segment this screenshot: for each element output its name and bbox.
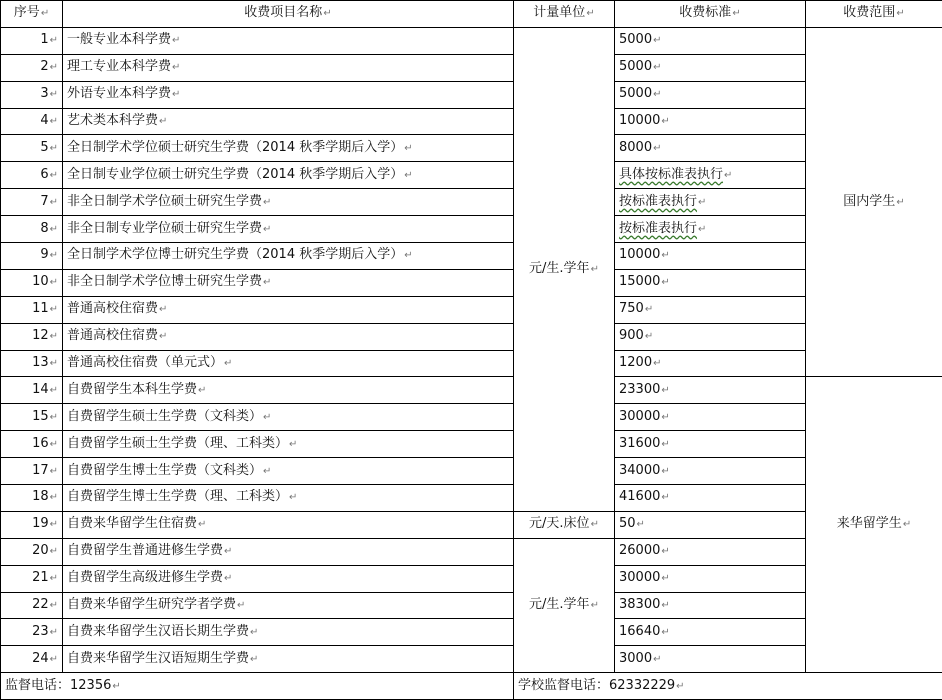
supervision-phone: 监督电话：12356↵ [1,673,514,700]
unit-cell: 元/生.学年↵ [514,538,615,672]
footer-row [1,673,942,700]
table-row [1,27,942,54]
table-row [1,243,942,270]
fee-standard: 5000↵ [615,54,806,81]
row-number: 10↵ [1,269,63,296]
row-number: 13↵ [1,350,63,377]
row-number: 22↵ [1,592,63,619]
table-row [1,216,942,243]
fee-standard: 15000↵ [615,269,806,296]
fee-item-name: 自费来华留学生研究学者学费↵ [63,592,514,619]
fee-item-name: 全日制学术学位硕士研究生学费（2014 秋季学期后入学）↵ [63,135,514,162]
row-number: 14↵ [1,377,63,404]
fee-item-name: 非全日制专业学位硕士研究生学费↵ [63,216,514,243]
fee-standard: 41600↵ [615,485,806,512]
table-row [1,619,942,646]
row-number: 3↵ [1,81,63,108]
fee-standard: 3000↵ [615,646,806,673]
fee-item-name: 全日制学术学位博士研究生学费（2014 秋季学期后入学）↵ [63,243,514,270]
fee-item-name: 普通高校住宿费↵ [63,323,514,350]
table-row [1,485,942,512]
header-scope: 收费范围↵ [806,1,942,28]
row-number: 24↵ [1,646,63,673]
fee-standard: 34000↵ [615,458,806,485]
fee-item-name: 理工专业本科学费↵ [63,54,514,81]
row-number: 5↵ [1,135,63,162]
unit-cell: 元/生.学年↵ [514,27,615,511]
fee-standard: 5000↵ [615,81,806,108]
fee-item-name: 非全日制学术学位博士研究生学费↵ [63,269,514,296]
table-row [1,458,942,485]
fee-item-name: 一般专业本科学费↵ [63,27,514,54]
fee-standard: 按标准表执行↵ [615,189,806,216]
fee-item-name: 自费留学生博士生学费（理、工科类）↵ [63,485,514,512]
header-name: 收费项目名称↵ [63,1,514,28]
table-row [1,162,942,189]
table-row [1,108,942,135]
row-number: 9↵ [1,243,63,270]
fee-item-name: 全日制专业学位硕士研究生学费（2014 秋季学期后入学）↵ [63,162,514,189]
row-number: 18↵ [1,485,63,512]
fee-standard: 按标准表执行↵ [615,216,806,243]
fee-standard: 5000↵ [615,27,806,54]
fee-item-name: 普通高校住宿费↵ [63,296,514,323]
fee-standard: 具体按标准表执行↵ [615,162,806,189]
row-number: 2↵ [1,54,63,81]
fee-item-name: 自费来华留学生汉语长期生学费↵ [63,619,514,646]
table-row [1,323,942,350]
row-number: 6↵ [1,162,63,189]
table-row [1,54,942,81]
table-row [1,269,942,296]
fee-item-name: 自费留学生高级进修生学费↵ [63,565,514,592]
table-row [1,377,942,404]
fee-item-name: 艺术类本科学费↵ [63,108,514,135]
table-row [1,350,942,377]
fee-item-name: 自费来华留学生住宿费↵ [63,511,514,538]
fee-standard: 8000↵ [615,135,806,162]
unit-cell: 元/天.床位↵ [514,511,615,538]
table-row [1,592,942,619]
table-row [1,404,942,431]
fee-standard: 10000↵ [615,243,806,270]
row-number: 4↵ [1,108,63,135]
table-row [1,189,942,216]
fee-standard: 38300↵ [615,592,806,619]
header-row [1,1,942,28]
table-row [1,565,942,592]
fee-item-name: 自费留学生普通进修生学费↵ [63,538,514,565]
header-no: 序号↵ [1,1,63,28]
scope-cell-international: 来华留学生↵ [806,377,942,673]
row-number: 8↵ [1,216,63,243]
table-row [1,646,942,673]
row-number: 12↵ [1,323,63,350]
fee-standard: 23300↵ [615,377,806,404]
row-number: 15↵ [1,404,63,431]
row-number: 23↵ [1,619,63,646]
fee-standard: 30000↵ [615,404,806,431]
table-row [1,135,942,162]
scope-cell-domestic: 国内学生↵ [806,27,942,377]
table-row [1,538,942,565]
row-number: 20↵ [1,538,63,565]
fee-item-name: 自费来华留学生汉语短期生学费↵ [63,646,514,673]
fee-item-name: 自费留学生硕士生学费（文科类）↵ [63,404,514,431]
row-number: 21↵ [1,565,63,592]
row-number: 1↵ [1,27,63,54]
fee-item-name: 外语专业本科学费↵ [63,81,514,108]
fee-standard: 16640↵ [615,619,806,646]
fee-standard: 26000↵ [615,538,806,565]
header-unit: 计量单位↵ [514,1,615,28]
fee-item-name: 自费留学生本科生学费↵ [63,377,514,404]
fee-standard: 750↵ [615,296,806,323]
row-number: 19↵ [1,511,63,538]
header-standard: 收费标准↵ [615,1,806,28]
table-row [1,81,942,108]
fee-standard: 30000↵ [615,565,806,592]
row-number: 7↵ [1,189,63,216]
fee-standard: 50↵ [615,511,806,538]
fee-standard: 900↵ [615,323,806,350]
school-supervision-phone: 学校监督电话：62332229↵ [514,673,942,700]
row-number: 17↵ [1,458,63,485]
fee-standard: 31600↵ [615,431,806,458]
table-row [1,296,942,323]
fee-item-name: 普通高校住宿费（单元式）↵ [63,350,514,377]
table-row [1,511,942,538]
fee-item-name: 自费留学生博士生学费（文科类）↵ [63,458,514,485]
fee-standard: 1200↵ [615,350,806,377]
table-row [1,431,942,458]
row-number: 16↵ [1,431,63,458]
row-number: 11↵ [1,296,63,323]
fee-standard: 10000↵ [615,108,806,135]
fee-item-name: 自费留学生硕士生学费（理、工科类）↵ [63,431,514,458]
fee-item-name: 非全日制学术学位硕士研究生学费↵ [63,189,514,216]
